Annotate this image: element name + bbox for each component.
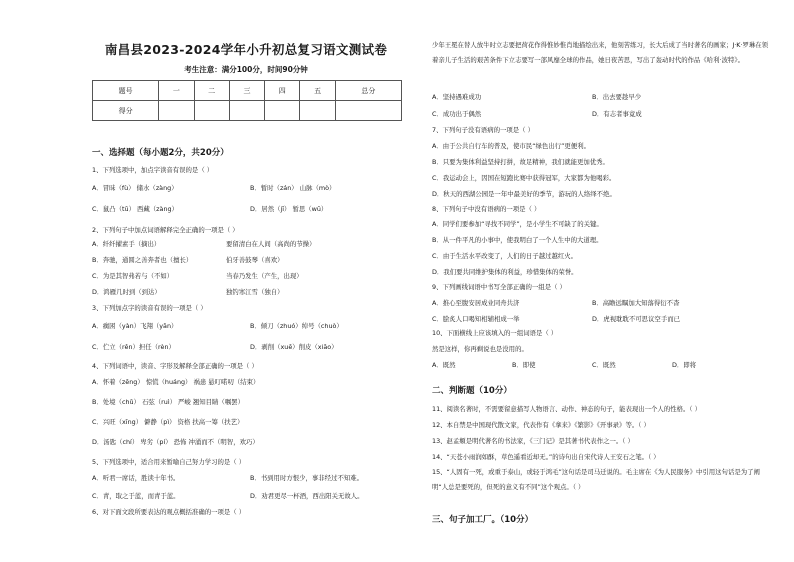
question-option: B．出去要趁早少 — [592, 93, 642, 101]
question-line: 5、下列选项中，适合用来暂喻自己努力学习的是（ ） — [92, 458, 246, 466]
judgment-item: 12、本自禁是中国现代散文家，代表作有《拿来》《繁影》《开事录》等。（ ） — [432, 421, 650, 429]
question-option: D．鸿雁几时到（到达） — [92, 288, 161, 296]
question-option: D．我们要共同维护集体的利益，珍惜集体的荣誉。 — [432, 268, 578, 276]
score-header-cell: 四 — [265, 81, 300, 101]
question-option: C．青，取之于蓝，而青于蓝。 — [92, 492, 180, 500]
score-header-cell: 总分 — [335, 81, 401, 101]
score-header-cell: 题号 — [93, 81, 159, 101]
question-option: D．有志者事竟成 — [592, 110, 642, 118]
section-two-heading: 二、判断题（10分） — [432, 386, 512, 396]
question-option: C．我运动会上，因国在短跑比赛中获得冠军，大家都为他喝彩。 — [432, 174, 616, 182]
question-option: B．从一件平凡的小事中，使我明白了一个人生中的大道理。 — [432, 236, 603, 244]
judgment-item: 14、“天苍小雨润如酥，草色遥看近却无。”的诗句出自宋代诗人王安石之笔。（ ） — [432, 453, 660, 461]
score-table-header-row — [93, 81, 402, 101]
section-three-heading: 三、句子加工厂。（10分） — [432, 515, 534, 525]
score-row-label: 得分 — [93, 101, 159, 121]
question-option: C．由于生活水平改变了，人们的日子越过越红火。 — [432, 252, 578, 260]
question-option: D．汤匙（chí） 卑劣（pí） 恐怖 冲涌而不（明智，欢巧） — [92, 438, 259, 446]
question-option: A．瘸困（yàn）飞翔（yān） — [92, 322, 178, 330]
question-option: B．暂时（zán） 山脉（mò） — [250, 184, 336, 192]
question-option: D．劝君更尽一杯酒，西出阳关无故人。 — [250, 492, 364, 500]
question-option: A．既然 — [432, 361, 456, 369]
question-option: D．剥削（xuē）削皮（xiāo） — [250, 343, 338, 351]
question-option: A．推心至腹安居成业同舟共济 — [432, 299, 520, 307]
question-option: D．即将 — [672, 361, 697, 369]
score-cell[interactable] — [335, 101, 401, 121]
question-line: 7、下列句子没有语病的一项是（ ） — [432, 126, 534, 134]
question-option: B．高瞻远瞩加大知落得衍不杳 — [592, 299, 680, 307]
question-line: 4、下列词语中，读音、字形及解释全部正确的一项是（ ） — [92, 362, 258, 370]
question-option: C．既然 — [592, 361, 616, 369]
question-line: 3、下列加点字的读音有误的一项是（ ） — [92, 304, 207, 312]
question-line: 2、下列句子中加点词语解释完全正确的一项是（ ） — [92, 226, 239, 234]
question-option: B．即使 — [512, 361, 536, 369]
question-line: 8、下列句子中没有语病的一项是（ ） — [432, 205, 541, 213]
question-option: C．鼠凸（tū） 西藏（zàng） — [92, 205, 178, 213]
question-option: D．虎视耽耽不可思议空手而已 — [592, 315, 680, 323]
score-cell[interactable] — [159, 101, 194, 121]
score-header-cell: 五 — [300, 81, 335, 101]
judgment-item: 11、阅读名著时，不需要留意描写人物语言、动作、神态的句子，能表现出一个人的性格。（ ） — [432, 405, 701, 413]
score-header-cell: 一 — [159, 81, 194, 101]
question-line: 6、对下面文段所要表达的观点概括准确的一项是（ ） — [92, 508, 246, 516]
question-option: C．伫立（rěn）担任（rèn） — [92, 343, 175, 351]
question-line: 1、下列选项中，加点字读音有误的是（ ） — [92, 166, 214, 174]
score-cell[interactable] — [229, 101, 264, 121]
score-table — [92, 80, 402, 121]
exam-notice: 考生注意：满分100分，时间90分钟 — [184, 65, 308, 74]
question-option: A．同学们要参加“寻找不同学”，是小学生不可缺了的关键。 — [432, 220, 603, 228]
score-header-cell: 二 — [194, 81, 229, 101]
question-option: A．纤纤擢素手（摘出） — [92, 240, 161, 248]
question-option: C．成功出于偶然 — [432, 110, 482, 118]
question-option: 当春乃发生（产生，出现） — [226, 272, 303, 280]
question-option: 独钓寒江雪（独自） — [226, 288, 284, 296]
question-line: 9、下列画线词语中书写全部正确的一组是（ ） — [432, 283, 566, 291]
judgment-item: 13、赵孟頫是明代著名的书法家，《三门记》是其著书代表作之一。（ ） — [432, 437, 634, 445]
question-option: A．由于公共自行车的普及，使市民“绿色出行”更便利。 — [432, 142, 590, 150]
question-option: D．秋天的西湖公园是一年中最美好的季节，游玩的人络绎不绝。 — [432, 190, 616, 198]
question-option: A．坚持遇难成功 — [432, 93, 482, 101]
exam-title: 南昌县2023-2024学年小升初总复习语文测试卷 — [104, 42, 388, 57]
question-option: A．怀着（zēng） 惊慌（huáng） 祸患 悬叮喏叨（结束） — [92, 378, 260, 386]
question-option: C．为是其智弗若与（不如） — [92, 272, 174, 280]
question-option: C．兴旺（xīng） 僻静（pì） 资格 扶高一筹（扶艺） — [92, 418, 244, 426]
question-line: 然是这样，你再剩说也是没用的。 — [432, 345, 528, 353]
question-option: B．书到用时方恨少，事非经过不知难。 — [250, 474, 364, 482]
question-option: A．听君一席话，胜读十年书。 — [92, 474, 180, 482]
score-cell[interactable] — [194, 101, 229, 121]
passage-text: 少年王冕在替人放牛时立志要把荷花作得惟妙惟肖地描绘出来，他刻苦练习，长大后成了当时著名的画家；J·K·罗琳在领着亲儿子生活的艰苦条件下立志要写一部风靡全球的作品，她日夜苦思，写出了轰动时代的作品《哈利·波特》。 — [432, 41, 769, 64]
question-option: B．处境（chǔ） 石弦（ruì） 严峻 翘知目睛（嘱罢） — [92, 398, 244, 406]
score-cell[interactable] — [300, 101, 335, 121]
section-one-heading: 一、选择题（每小题2分，共20分） — [92, 148, 229, 158]
question-option: A．冒昧（fù） 储水（zàng） — [92, 184, 178, 192]
score-cell[interactable] — [265, 101, 300, 121]
question-option: 伯牙善鼓琴（喜欢） — [226, 256, 284, 264]
score-table-score-row — [93, 101, 402, 121]
score-header-cell: 三 — [229, 81, 264, 101]
question-option: D．居然（jī） 暂思（wū） — [250, 205, 328, 213]
question-option: C．脍炙人口喝知相辅相成一举 — [432, 315, 520, 323]
judgment-item: 15、“人固有一死，或重于泰山，或轻于鸿毛”这句话是司马迁说的。毛主席在《为人民服务》中引用这句话是为了阐明“人总是要死的，但死的意义有不同”这个观点。（ ） — [432, 468, 760, 491]
question-option: B．只要为集体利益坚持打拼，故足精神，我们就能更加优秀。 — [432, 158, 609, 166]
question-option: B．倾刀（zhuó）绰号（chuò） — [250, 322, 343, 330]
question-line: 10、下面横线上应该填入的一组词语是（ ） — [432, 329, 558, 337]
question-option: B．奔驰，通圆之善奔者也（擅长） — [92, 256, 193, 264]
question-option: 要留清白在人间（高尚的节操） — [226, 240, 316, 248]
